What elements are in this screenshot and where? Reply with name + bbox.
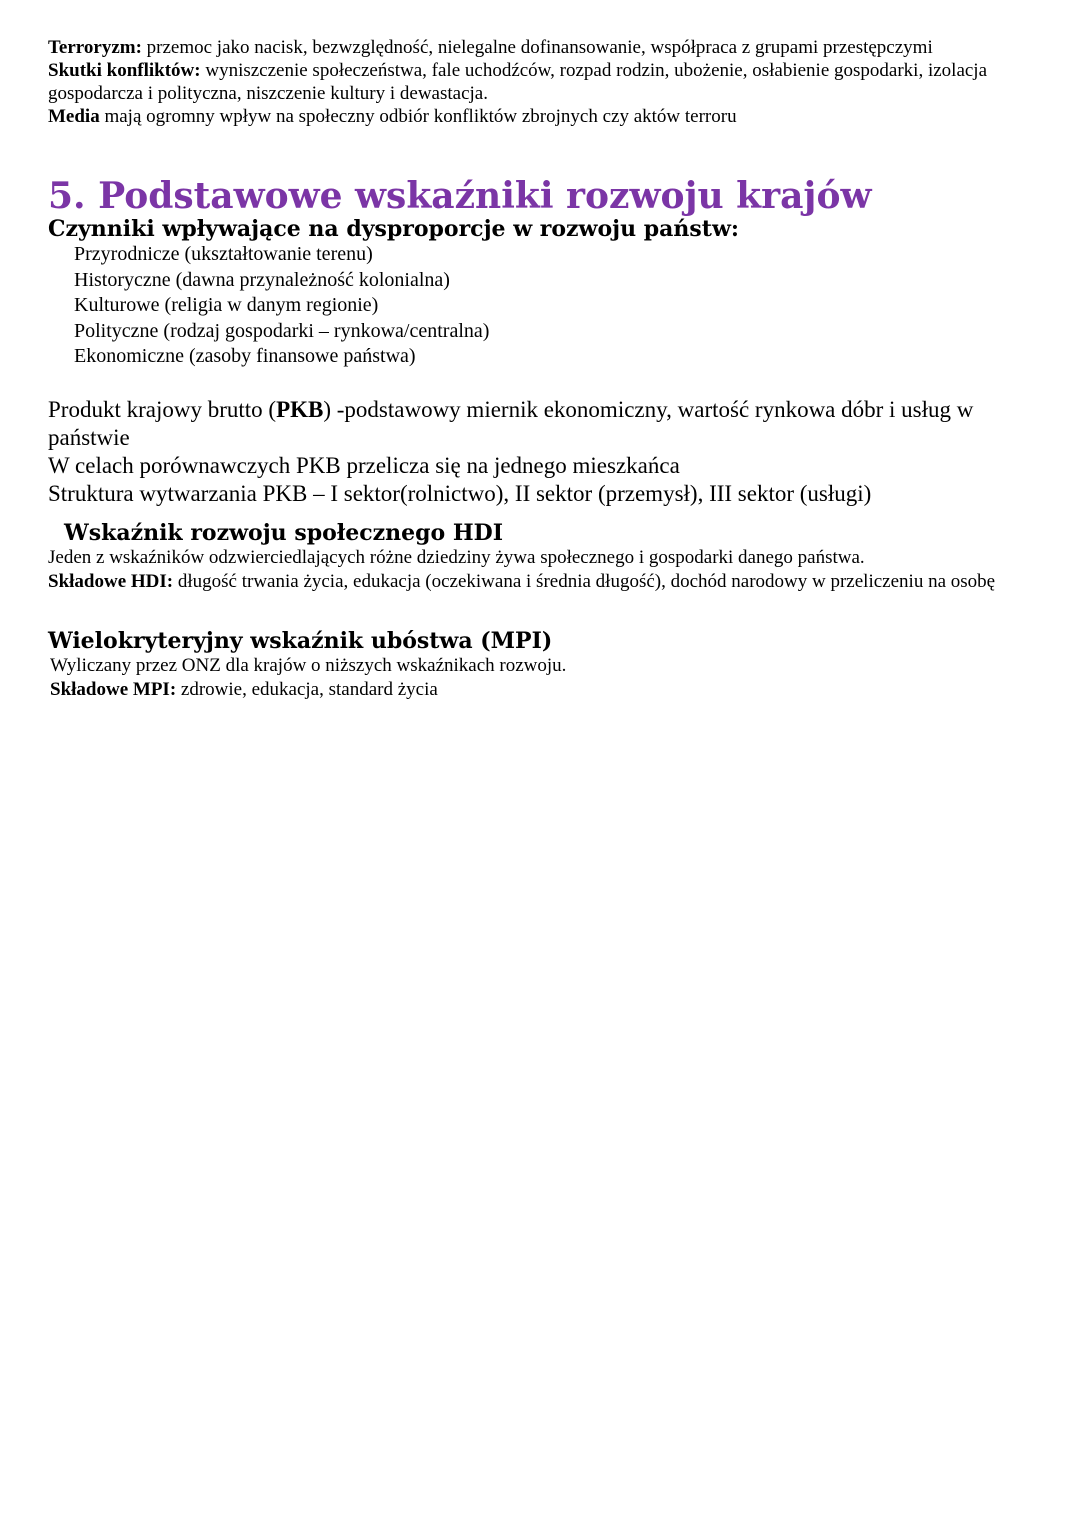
pkb-definition [48,396,1048,452]
pkb-abbreviation: PKB [276,396,324,422]
terrorism-text: przemoc jako nacisk, bezwzględność, nielegalne dofinansowanie, współpraca z grupami przestępczymi [141,37,933,58]
section-title: 5. Podstawowe wskaźniki rozwoju krajów [48,175,872,217]
media-label: Media [48,106,100,127]
pkb-structure: Struktura wytwarzania PKB – I sektor(rolnictwo), II sektor (przemysł), III sektor (usługi) [48,480,872,506]
mpi-components-label: Składowe MPI: [50,678,177,700]
list-item: Polityczne (rodzaj gospodarki – rynkowa/centralna) [74,319,490,342]
pkb-block [48,396,1048,508]
list-item: Historyczne (dawna przynależność kolonialna) [74,268,450,291]
intro-block [48,36,1048,128]
pkb-per-capita: W celach porównawczych PKB przelicza się na jednego mieszkańca [48,452,680,478]
pkb-definition-start: Produkt krajowy brutto ( [48,396,277,422]
media-text: mają ogromny wpływ na społeczny odbiór konfliktów zbrojnych czy aktów terroru [99,106,737,127]
terrorism-paragraph [48,36,1048,59]
list-item: Kulturowe (religia w danym regionie) [74,294,379,316]
factors-heading: Czynniki wpływające na dysproporcje w rozwoju państw: [48,216,740,242]
mpi-block [48,628,1048,702]
pkb-definition-end: ) -podstawowy miernik ekonomiczny, wartość rynkowa dóbr i usług w państwie [48,396,974,450]
mpi-title: Wielokryteryjny wskaźnik ubóstwa (MPI) [48,627,553,654]
media-paragraph [48,105,1048,128]
hdi-components [48,570,1048,594]
list-item: Ekonomiczne (zasoby finansowe państwa) [74,345,416,367]
hdi-description: Jeden z wskaźników odzwierciedlających różne dziedziny żywa społecznego i gospodarki danego państwa. [48,546,865,568]
mpi-description: Wyliczany przez ONZ dla krajów o niższych wskaźnikach rozwoju. [50,654,567,676]
hdi-components-label: Składowe HDI: [48,570,174,592]
mpi-components-text: zdrowie, edukacja, standard życia [176,678,438,700]
hdi-block [48,520,1048,594]
effects-paragraph [48,59,1048,105]
mpi-components [48,678,1048,702]
document-page [48,36,1048,702]
hdi-components-text: długość trwania życia, edukacja (oczekiwana i średnia długość), dochód narodowy w przeliczeniu na osobę [173,570,996,592]
hdi-title: Wskaźnik rozwoju społecznego HDI [64,519,503,546]
list-item: Przyrodnicze (ukształtowanie terenu) [74,243,373,265]
factors-list [48,242,1048,370]
terrorism-label: Terroryzm: [48,37,142,58]
effects-text: wyniszczenie społeczeństwa, fale uchodźców, rozpad rodzin, ubożenie, osłabienie gospodarki, izolacja gospodarcza i polityczna, niszczenie kultury i dewastacja. [48,60,988,104]
effects-label: Skutki konfliktów: [48,60,201,81]
